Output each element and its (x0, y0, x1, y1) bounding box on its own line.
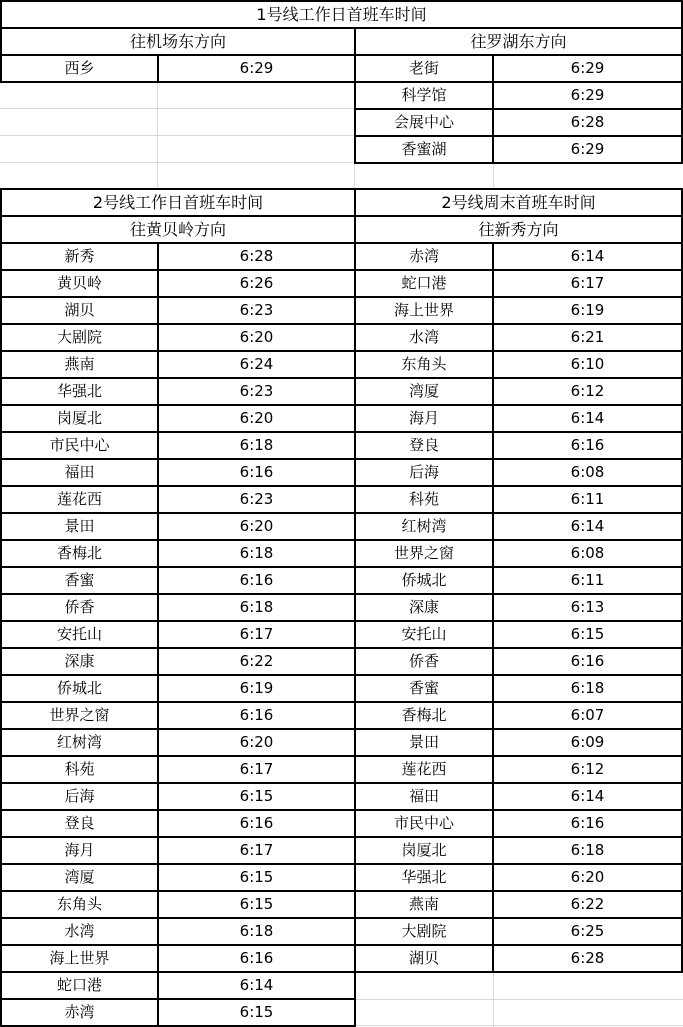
line2-weekday-station-cell: 登良 (2, 811, 157, 836)
line2-weekend-time-cell: 6:08 (494, 460, 681, 485)
line2-weekend-station-cell: 华强北 (356, 865, 492, 890)
line2-weekend-time-cell: 6:12 (494, 757, 681, 782)
line2-weekday-station-cell: 市民中心 (2, 433, 157, 458)
line2-weekend-time-cell: 6:14 (494, 406, 681, 431)
line1-station-cell: 会展中心 (356, 110, 492, 135)
line1-time-cell: 6:29 (159, 56, 354, 81)
line2-weekend-time-cell: 6:14 (494, 784, 681, 809)
line2-weekday-station-cell: 华强北 (2, 379, 157, 404)
gridline-horizontal (0, 162, 354, 163)
line2-weekday-station-cell: 海月 (2, 838, 157, 863)
line2-weekend-station-cell: 燕南 (356, 892, 492, 917)
empty-cells-spacer-right (354, 164, 683, 188)
line2-weekday-station-cell: 科苑 (2, 757, 157, 782)
line2-weekday-title: 2号线工作日首班车时间 (2, 190, 354, 215)
line2-weekday-time-cell: 6:26 (159, 271, 354, 296)
line2-weekday-time-cell: 6:15 (159, 892, 354, 917)
line2-weekday-station-cell: 福田 (2, 460, 157, 485)
line2-weekend-time-cell: 6:10 (494, 352, 681, 377)
line2-weekend-station-cell: 红树湾 (356, 514, 492, 539)
line2-weekend-station-cell: 湾厦 (356, 379, 492, 404)
line2-weekend-station-cell: 海上世界 (356, 298, 492, 323)
line2-weekday-station-cell: 后海 (2, 784, 157, 809)
line1-direction-airport-east: 往机场东方向 (2, 29, 354, 54)
line2-weekend-time-cell: 6:21 (494, 325, 681, 350)
line2-weekday-table (0, 188, 356, 1027)
line2-weekday-time-cell: 6:18 (159, 541, 354, 566)
line2-weekday-station-cell: 燕南 (2, 352, 157, 377)
line2-weekday-time-cell: 6:14 (159, 973, 354, 998)
line2-weekday-time-cell: 6:15 (159, 784, 354, 809)
gridline-vertical (354, 164, 355, 188)
line2-weekend-time-cell: 6:07 (494, 703, 681, 728)
line2-weekend-title: 2号线周末首班车时间 (356, 190, 681, 215)
line2-weekday-station-cell: 香梅北 (2, 541, 157, 566)
line2-weekday-station-cell: 湖贝 (2, 298, 157, 323)
line2-weekend-station-cell: 蛇口港 (356, 271, 492, 296)
line2-weekend-time-cell: 6:18 (494, 676, 681, 701)
line2-weekday-station-cell: 安托山 (2, 622, 157, 647)
line2-weekend-station-cell: 科苑 (356, 487, 492, 512)
line2-weekday-station-cell: 赤湾 (2, 1000, 157, 1025)
gridline-horizontal (0, 135, 354, 136)
line2-weekend-station-cell: 景田 (356, 730, 492, 755)
line2-weekday-time-cell: 6:22 (159, 649, 354, 674)
line2-weekday-time-cell: 6:18 (159, 433, 354, 458)
line2-weekday-station-cell: 红树湾 (2, 730, 157, 755)
line2-weekday-time-cell: 6:16 (159, 568, 354, 593)
gridline-horizontal (0, 108, 354, 109)
line2-weekend-station-cell: 登良 (356, 433, 492, 458)
line2-weekend-time-cell: 6:12 (494, 379, 681, 404)
line2-weekend-station-cell: 东角头 (356, 352, 492, 377)
line2-weekday-station-cell: 深康 (2, 649, 157, 674)
line2-weekday-time-cell: 6:28 (159, 244, 354, 269)
line2-weekday-time-cell: 6:20 (159, 514, 354, 539)
line2-weekday-time-cell: 6:24 (159, 352, 354, 377)
line2-weekend-time-cell: 6:17 (494, 271, 681, 296)
line2-weekday-station-cell: 侨香 (2, 595, 157, 620)
line2-weekend-time-cell: 6:15 (494, 622, 681, 647)
line2-weekday-station-cell: 景田 (2, 514, 157, 539)
line2-weekend-direction-xinxiu: 往新秀方向 (356, 217, 681, 242)
line1-time-cell: 6:29 (494, 56, 681, 81)
line2-weekend-station-cell: 深康 (356, 595, 492, 620)
line2-weekday-time-cell: 6:19 (159, 676, 354, 701)
line2-weekend-time-cell: 6:16 (494, 433, 681, 458)
line2-weekday-time-cell: 6:15 (159, 865, 354, 890)
gridline-vertical (493, 164, 494, 188)
line2-weekday-station-cell: 岗厦北 (2, 406, 157, 431)
line2-weekday-time-cell: 6:17 (159, 622, 354, 647)
line2-weekday-station-cell: 世界之窗 (2, 703, 157, 728)
line2-weekend-time-cell: 6:16 (494, 811, 681, 836)
line2-weekend-time-cell: 6:11 (494, 568, 681, 593)
line2-weekday-time-cell: 6:18 (159, 919, 354, 944)
line2-weekend-time-cell: 6:09 (494, 730, 681, 755)
line2-weekend-time-cell: 6:13 (494, 595, 681, 620)
line2-weekday-time-cell: 6:17 (159, 838, 354, 863)
line2-weekend-time-cell: 6:14 (494, 244, 681, 269)
line2-weekday-station-cell: 大剧院 (2, 325, 157, 350)
line2-weekday-station-cell: 新秀 (2, 244, 157, 269)
line2-weekday-station-cell: 东角头 (2, 892, 157, 917)
line2-weekday-direction-huangbeiling: 往黄贝岭方向 (2, 217, 354, 242)
empty-cells-line1-left (0, 83, 354, 188)
line2-weekday-time-cell: 6:23 (159, 487, 354, 512)
line1-time-cell: 6:28 (494, 110, 681, 135)
line2-weekday-time-cell: 6:20 (159, 406, 354, 431)
line2-weekday-station-cell: 蛇口港 (2, 973, 157, 998)
line2-weekend-station-cell: 侨香 (356, 649, 492, 674)
line2-weekend-station-cell: 莲花西 (356, 757, 492, 782)
line1-station-cell: 老街 (356, 56, 492, 81)
line2-weekend-station-cell: 市民中心 (356, 811, 492, 836)
line2-weekday-time-cell: 6:23 (159, 298, 354, 323)
line2-weekend-station-cell: 香梅北 (356, 703, 492, 728)
line2-weekend-station-cell: 湖贝 (356, 946, 492, 971)
line2-weekday-time-cell: 6:20 (159, 325, 354, 350)
line2-weekend-time-cell: 6:25 (494, 919, 681, 944)
empty-cells-bottom-right (356, 973, 683, 1027)
line2-weekend-time-cell: 6:11 (494, 487, 681, 512)
line2-weekend-station-cell: 海月 (356, 406, 492, 431)
line2-weekend-station-cell: 世界之窗 (356, 541, 492, 566)
line2-weekend-station-cell: 赤湾 (356, 244, 492, 269)
line2-weekday-station-cell: 香蜜 (2, 568, 157, 593)
line2-weekday-station-cell: 水湾 (2, 919, 157, 944)
gridline-vertical (493, 973, 494, 1027)
line1-station-cell: 香蜜湖 (356, 137, 492, 162)
line2-weekday-station-cell: 海上世界 (2, 946, 157, 971)
line2-weekday-time-cell: 6:23 (159, 379, 354, 404)
line2-weekend-time-cell: 6:28 (494, 946, 681, 971)
line2-weekend-station-cell: 大剧院 (356, 919, 492, 944)
line2-weekend-station-cell: 岗厦北 (356, 838, 492, 863)
line1-time-cell: 6:29 (494, 137, 681, 162)
line1-station-cell: 西乡 (2, 56, 157, 81)
line2-weekday-time-cell: 6:15 (159, 1000, 354, 1025)
line2-weekday-time-cell: 6:16 (159, 811, 354, 836)
line2-weekday-time-cell: 6:16 (159, 946, 354, 971)
line2-weekend-time-cell: 6:22 (494, 892, 681, 917)
line2-weekday-time-cell: 6:16 (159, 703, 354, 728)
line1-direction-luohu-east: 往罗湖东方向 (356, 29, 681, 54)
line2-weekday-station-cell: 湾厦 (2, 865, 157, 890)
line1-table (0, 0, 683, 83)
gridline-vertical (157, 83, 158, 188)
line1-time-cell: 6:29 (494, 83, 681, 108)
line2-weekend-time-cell: 6:08 (494, 541, 681, 566)
line2-weekend-time-cell: 6:14 (494, 514, 681, 539)
line2-weekend-station-cell: 侨城北 (356, 568, 492, 593)
line2-weekday-time-cell: 6:17 (159, 757, 354, 782)
line2-weekday-time-cell: 6:18 (159, 595, 354, 620)
line2-weekday-time-cell: 6:16 (159, 460, 354, 485)
line2-weekend-station-cell: 水湾 (356, 325, 492, 350)
line2-weekend-time-cell: 6:18 (494, 838, 681, 863)
gridline-horizontal (356, 1025, 683, 1026)
line2-weekend-time-cell: 6:16 (494, 649, 681, 674)
line2-weekend-time-cell: 6:20 (494, 865, 681, 890)
line2-weekend-time-cell: 6:19 (494, 298, 681, 323)
gridline-horizontal (356, 999, 683, 1000)
line2-weekend-station-cell: 福田 (356, 784, 492, 809)
line2-weekday-time-cell: 6:20 (159, 730, 354, 755)
line2-weekday-station-cell: 侨城北 (2, 676, 157, 701)
line1-luohu-east-rows (354, 81, 683, 164)
line1-title: 1号线工作日首班车时间 (2, 2, 681, 27)
line2-weekend-station-cell: 后海 (356, 460, 492, 485)
line2-weekday-station-cell: 黄贝岭 (2, 271, 157, 296)
line2-weekend-station-cell: 香蜜 (356, 676, 492, 701)
line2-weekend-table (354, 188, 683, 973)
line1-station-cell: 科学馆 (356, 83, 492, 108)
line2-weekend-station-cell: 安托山 (356, 622, 492, 647)
line2-weekday-station-cell: 莲花西 (2, 487, 157, 512)
